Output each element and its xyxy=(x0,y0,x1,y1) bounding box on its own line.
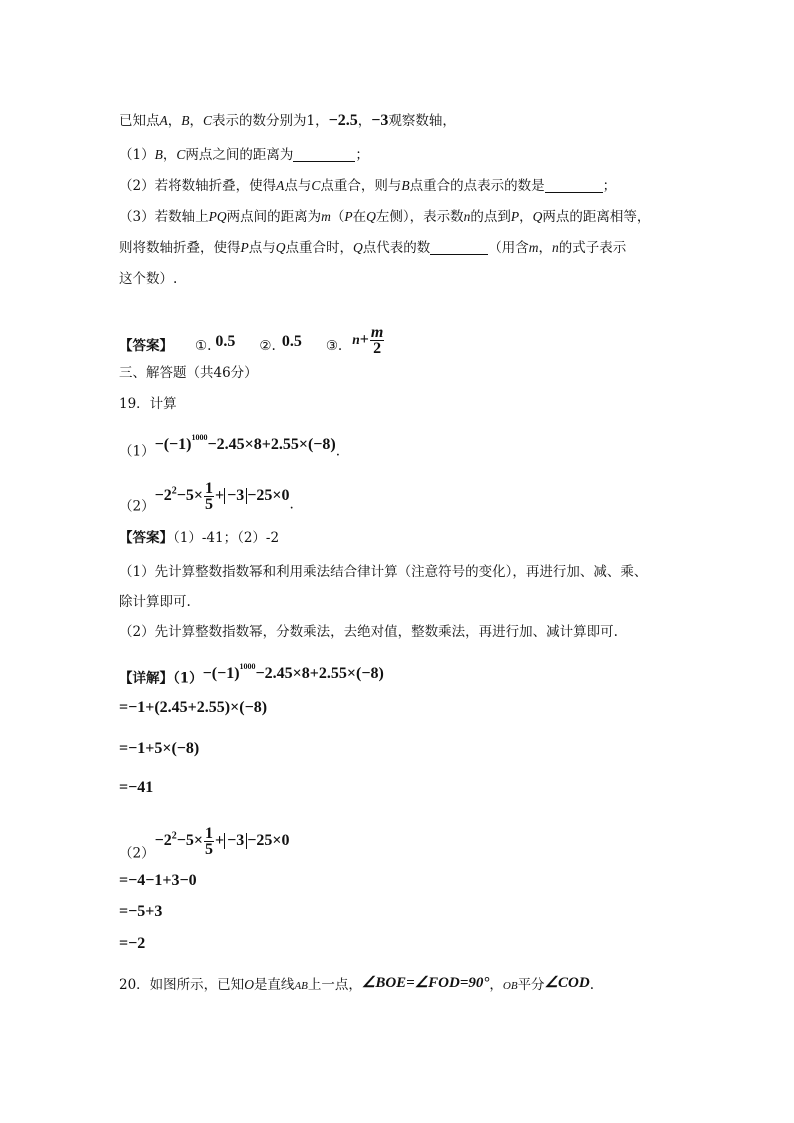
point-label: Q xyxy=(275,240,286,255)
math: −25×0 xyxy=(247,487,290,505)
math-value: −3 xyxy=(371,112,389,129)
text: 左侧），表示数 xyxy=(375,209,464,225)
point-label: PQ xyxy=(208,209,227,224)
math: −2.45×8+2.55×(−8) xyxy=(207,436,336,454)
math: −5× xyxy=(176,487,203,505)
text: 这个数）. xyxy=(119,271,178,287)
point-label: O xyxy=(244,977,254,992)
math-expression: ∠BOE=∠FOD=90° xyxy=(361,975,490,991)
numerator: 1 xyxy=(204,480,213,498)
point-label: P xyxy=(510,209,520,224)
text: 的点到 xyxy=(470,209,511,225)
text: （3）若数轴上 xyxy=(119,209,209,225)
answer-label: 【答案】 xyxy=(119,338,173,354)
numerator: m xyxy=(370,324,384,341)
text: ， xyxy=(519,209,533,225)
exponent: 2 xyxy=(171,486,177,497)
math-value: −2.5 xyxy=(328,112,358,129)
text: （1） xyxy=(119,147,155,163)
math: + xyxy=(214,832,225,850)
fraction xyxy=(204,481,214,512)
text: 点重合，则与 xyxy=(320,178,402,194)
variable: n xyxy=(552,240,559,255)
text: ， xyxy=(538,240,552,256)
answer-label: 【答案】 xyxy=(119,530,173,546)
math: −2 xyxy=(154,832,172,850)
math: −25×0 xyxy=(247,832,290,850)
answer-blank xyxy=(430,240,488,255)
analysis-line3: （2）先计算整数指数幂，分数乘法，去绝对值，整数乘法，再进行加、减计算即可. xyxy=(119,624,618,640)
point-label: Q xyxy=(532,209,543,224)
text: （ xyxy=(330,209,345,225)
solution-step: =−1+5×(−8) xyxy=(119,740,200,757)
answer-blank xyxy=(545,178,603,193)
section-heading: 三、解答题（共46分） xyxy=(119,365,258,381)
point-label: B xyxy=(401,178,410,193)
text: ； xyxy=(355,147,369,163)
answer-blank xyxy=(293,147,355,162)
denominator: 2 xyxy=(373,340,382,357)
answer-text: （1）-41；（2）-2 xyxy=(173,530,280,546)
text: 平分 xyxy=(517,977,545,993)
point-label: B xyxy=(154,147,163,162)
analysis-line2: 除计算即可. xyxy=(119,594,191,610)
math-expression: ∠COD xyxy=(544,975,590,991)
text: . xyxy=(589,977,594,993)
text: 已知点 xyxy=(119,113,160,129)
text: 两点之间的距离为 xyxy=(185,147,294,163)
text: ， xyxy=(167,113,182,129)
problem18-answer xyxy=(119,323,385,363)
detail-label: 【详解】（1） xyxy=(119,670,203,687)
point-label: Q xyxy=(366,209,376,224)
answer-expression xyxy=(352,323,385,357)
point-label: P xyxy=(344,209,353,224)
solution-step: =−4−1+3−0 xyxy=(119,872,197,889)
math: −2.45×8+2.55×(−8) xyxy=(255,665,384,683)
solution-step: =−1+(2.45+2.55)×(−8) xyxy=(119,699,268,716)
math: −2 xyxy=(154,487,172,505)
math-expression xyxy=(154,825,290,859)
fraction xyxy=(370,325,384,356)
text: 在 xyxy=(352,209,367,225)
text: . xyxy=(335,443,341,460)
solution-step: =−2 xyxy=(119,935,146,952)
problem19-part2 xyxy=(119,472,294,526)
exponent: 2 xyxy=(171,831,177,842)
text: 观察数轴， xyxy=(388,113,456,129)
text: 点重合的点表示的数是 xyxy=(409,178,545,194)
line-label: OB xyxy=(502,980,518,992)
problem19-part1 xyxy=(119,428,340,464)
point-label: Q xyxy=(353,240,363,255)
denominator: 5 xyxy=(204,841,213,859)
text: 点与 xyxy=(284,178,312,194)
text: 两点间的距离为 xyxy=(226,209,322,225)
problem18-q1 xyxy=(119,146,369,164)
answer-value: 0.5 xyxy=(281,333,302,350)
text: （用含 xyxy=(488,240,529,256)
text: 则将数轴折叠，使得 xyxy=(119,240,241,256)
text: 上一点， xyxy=(307,977,362,993)
text: ； xyxy=(602,178,617,194)
problem20-stem xyxy=(119,972,594,997)
exponent: 1000 xyxy=(191,433,208,442)
exponent: 1000 xyxy=(239,662,256,671)
line-label: AB xyxy=(294,980,308,992)
text: ， xyxy=(357,113,372,129)
problem18-q3-line3 xyxy=(119,270,177,288)
text: 两点的距离相等， xyxy=(542,209,651,225)
absolute-value: −3 xyxy=(224,488,247,504)
math-expression xyxy=(154,480,290,514)
point-label: P xyxy=(240,240,249,255)
text: ， xyxy=(189,113,203,129)
point-label: B xyxy=(181,113,190,128)
text: 点重合时， xyxy=(285,240,353,256)
math-expression xyxy=(202,662,384,683)
math: −(−1) xyxy=(154,436,192,454)
text: 是直线 xyxy=(253,977,295,993)
text: ①. xyxy=(195,338,212,354)
operator: + xyxy=(359,331,369,348)
solution-step: =−5+3 xyxy=(119,903,163,920)
text: ， xyxy=(489,977,503,993)
variable: n xyxy=(352,332,360,347)
variable: m xyxy=(528,240,539,255)
text: 点代表的数 xyxy=(362,240,431,256)
point-label: C xyxy=(203,113,213,128)
text: 20．如图所示，已知 xyxy=(119,977,245,993)
part-label: （2） xyxy=(119,845,155,862)
math: −5× xyxy=(176,832,203,850)
numerator: 1 xyxy=(204,825,213,843)
point-label: A xyxy=(159,113,168,128)
text: 表示的数分别为1， xyxy=(212,113,329,129)
problem19-answer xyxy=(119,529,279,547)
text: （2）若将数轴折叠，使得 xyxy=(119,178,277,194)
math: −(−1) xyxy=(202,665,240,683)
math-expression xyxy=(154,433,336,454)
part-label: （1） xyxy=(119,443,155,460)
detail-part2 xyxy=(119,817,289,873)
point-label: C xyxy=(176,147,186,162)
text: ③. xyxy=(325,338,343,354)
text: ， xyxy=(162,147,177,163)
problem18-q3-line1 xyxy=(119,208,650,226)
text: 点与 xyxy=(248,240,276,256)
answer-value: 0.5 xyxy=(215,333,236,350)
analysis-line1: （1）先计算整数指数幂和利用乘法结合律计算（注意符号的变化），再进行加、减、乘、 xyxy=(119,564,648,580)
point-label: C xyxy=(311,178,321,193)
variable: m xyxy=(321,209,331,224)
variable: n xyxy=(463,209,471,224)
text: 的式子表示 xyxy=(558,240,627,256)
problem18-q2 xyxy=(119,177,616,195)
problem18-q3-line2 xyxy=(119,239,626,257)
solution-step: =−41 xyxy=(119,779,154,796)
detail-part1 xyxy=(119,657,384,691)
point-label: A xyxy=(276,178,285,193)
absolute-value: −3 xyxy=(224,833,247,849)
math: + xyxy=(214,487,225,505)
problem19-title: 19．计算 xyxy=(119,396,177,412)
fraction xyxy=(204,826,214,857)
denominator: 5 xyxy=(204,496,213,514)
problem18-stem xyxy=(119,112,456,130)
text: . xyxy=(289,496,294,513)
part-label: （2） xyxy=(119,498,155,515)
text: ②. xyxy=(259,338,276,354)
